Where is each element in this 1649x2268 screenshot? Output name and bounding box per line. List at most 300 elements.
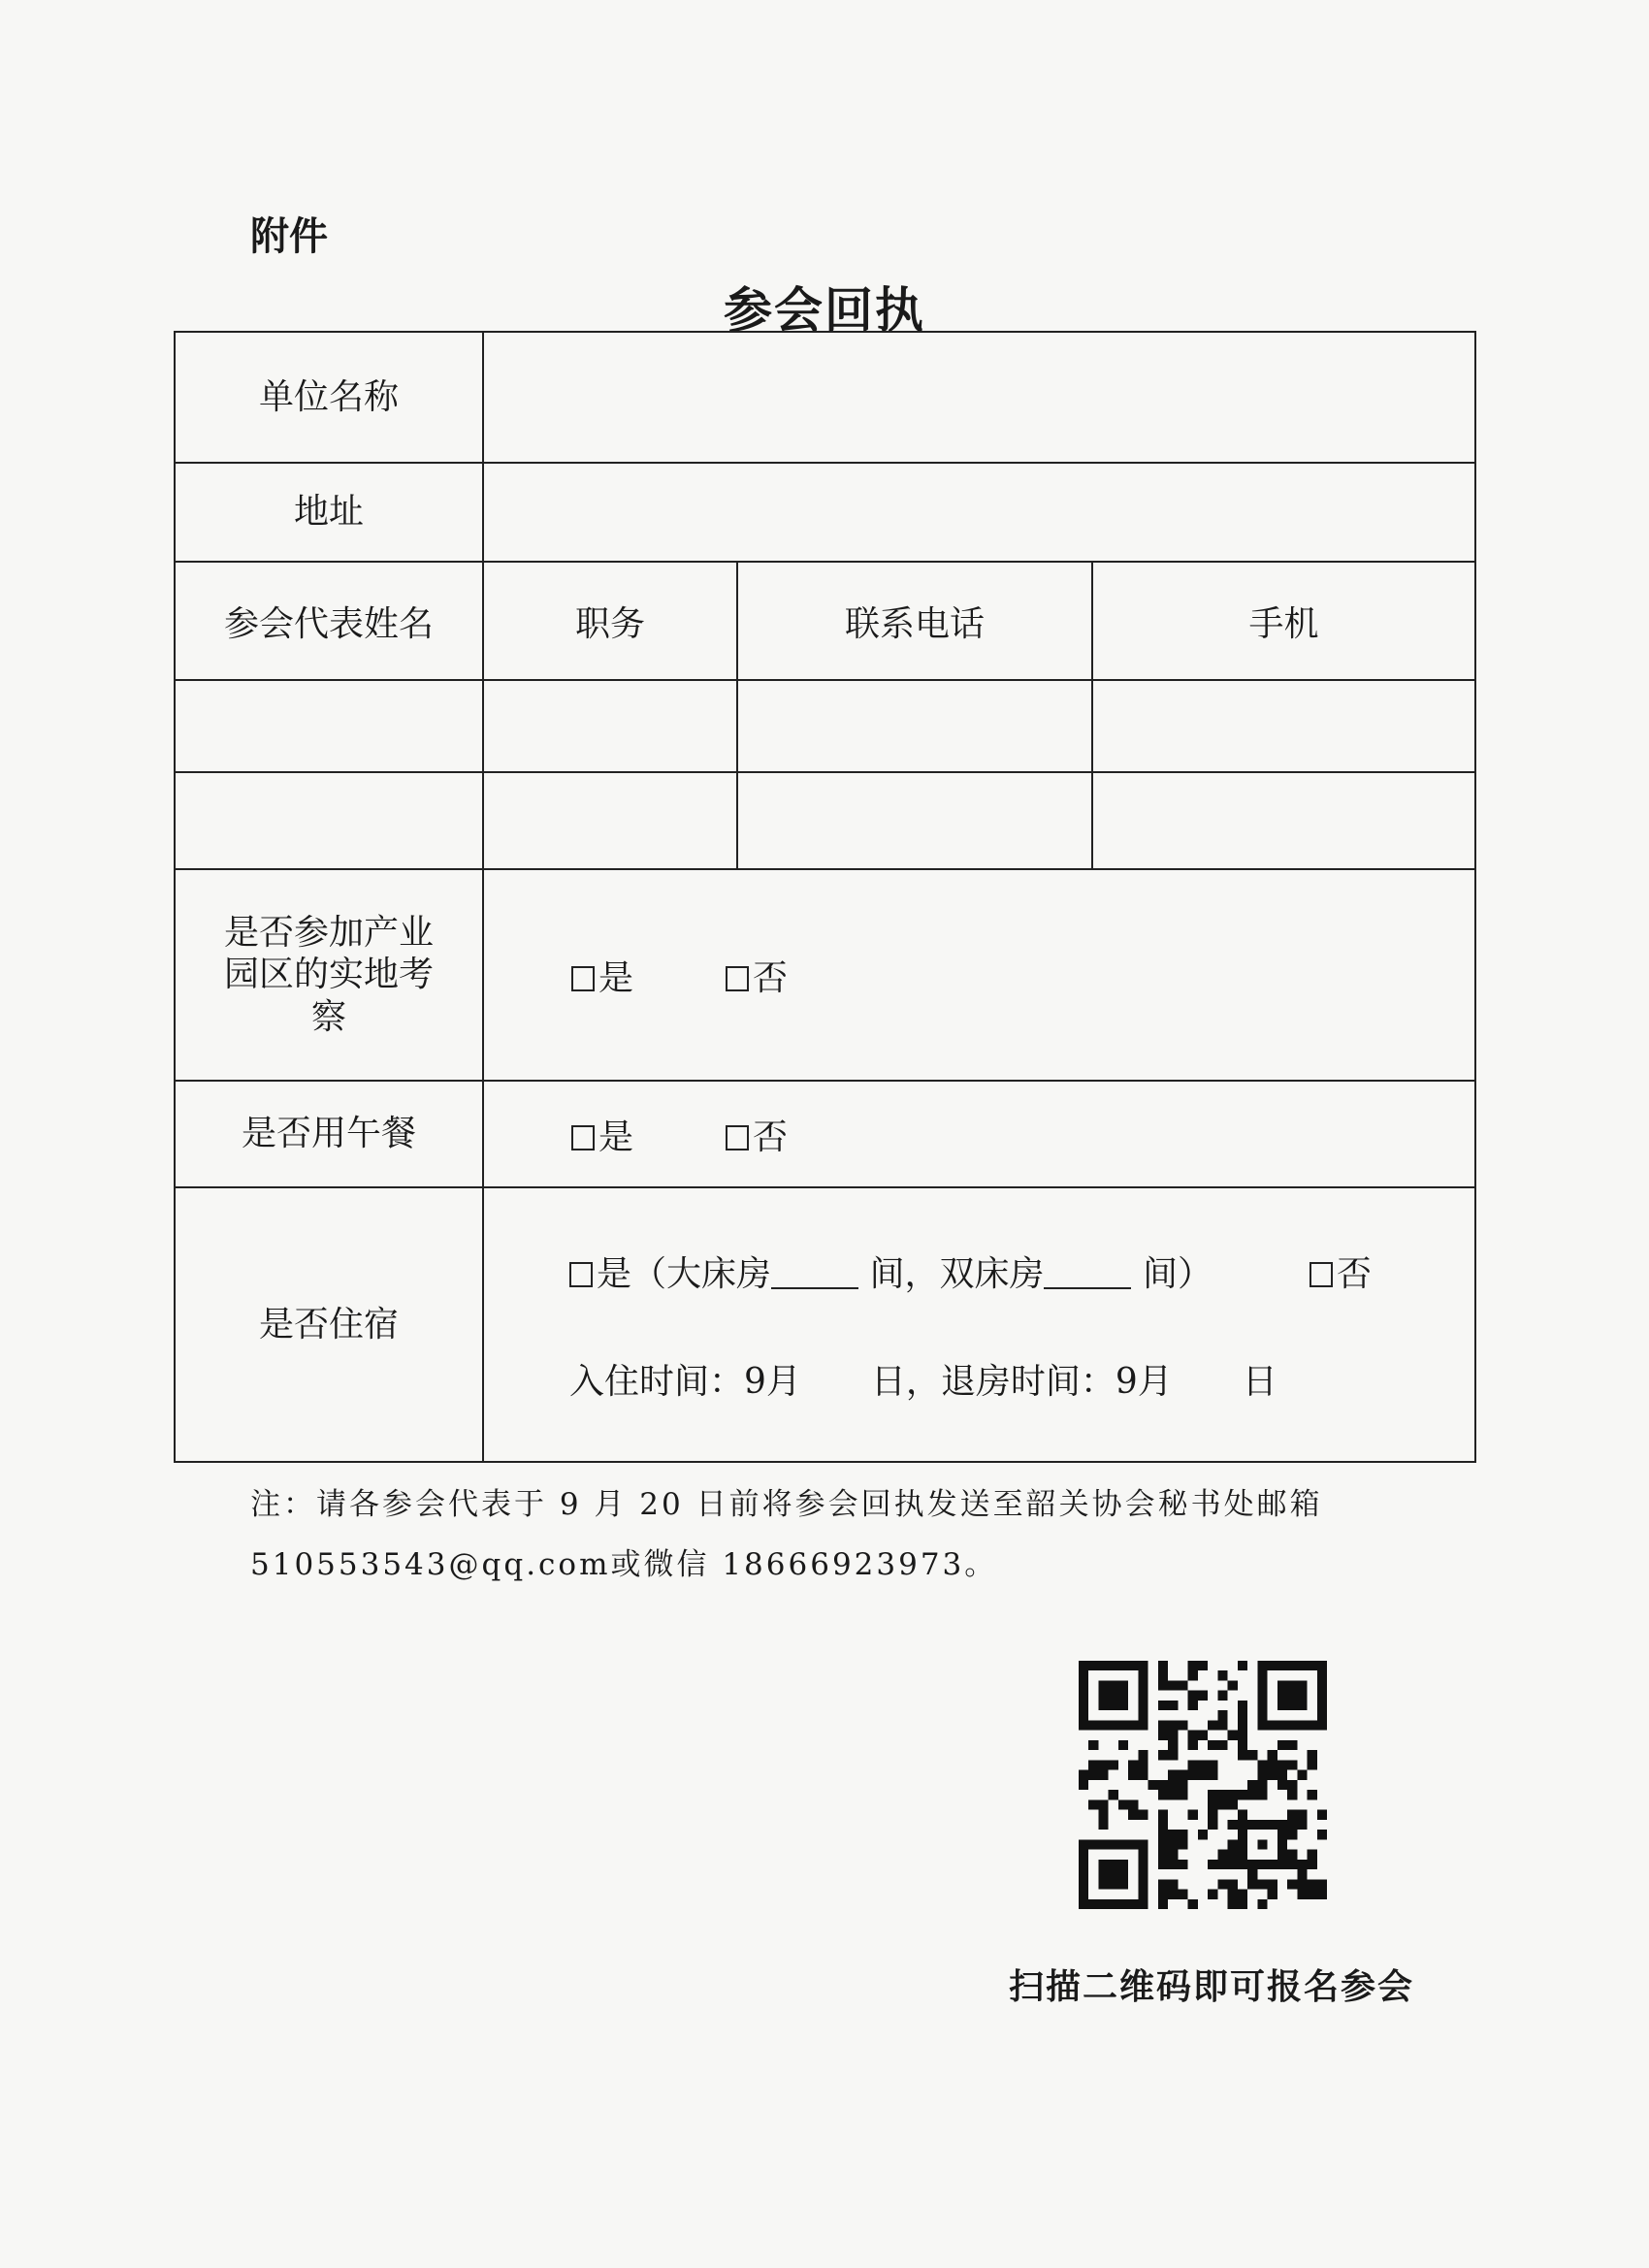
qr-module (1098, 1770, 1108, 1780)
qr-module (1287, 1780, 1297, 1790)
qr-module (1098, 1760, 1108, 1769)
qr-module (1138, 1850, 1148, 1860)
qr-module (1277, 1680, 1287, 1690)
qr-module (1308, 1661, 1317, 1670)
qr-module (1098, 1810, 1108, 1820)
qr-module (1098, 1701, 1108, 1710)
position-cell[interactable] (483, 680, 737, 772)
qr-module (1208, 1770, 1217, 1780)
qr-module (1238, 1731, 1247, 1740)
qr-module (1217, 1720, 1227, 1730)
qr-module (1178, 1780, 1187, 1790)
site-visit-label (175, 869, 483, 1081)
qr-module (1228, 1860, 1238, 1869)
qr-module (1317, 1810, 1327, 1820)
qr-module (1118, 1691, 1128, 1701)
qr-module (1088, 1720, 1098, 1730)
qr-module (1217, 1860, 1227, 1869)
qr-module (1079, 1770, 1088, 1780)
qr-module (1098, 1720, 1108, 1730)
qr-module (1208, 1890, 1217, 1899)
qr-module (1247, 1820, 1257, 1830)
qr-module (1317, 1720, 1327, 1730)
qr-module (1238, 1860, 1247, 1869)
qr-module (1109, 1869, 1118, 1879)
qr-module (1297, 1879, 1307, 1889)
qr-module (1158, 1720, 1168, 1730)
qr-module (1188, 1691, 1198, 1701)
qr-module (1268, 1750, 1277, 1760)
qr-module (1208, 1810, 1217, 1820)
qr-module (1098, 1899, 1108, 1909)
table-row (175, 772, 1475, 869)
qr-module (1138, 1879, 1148, 1889)
qr-module (1158, 1680, 1168, 1690)
qr-module (1297, 1720, 1307, 1730)
qr-module (1247, 1879, 1257, 1889)
qr-module (1238, 1720, 1247, 1730)
qr-module (1287, 1850, 1297, 1860)
qr-module (1317, 1691, 1327, 1701)
qr-module (1138, 1691, 1148, 1701)
qr-module (1238, 1850, 1247, 1860)
qr-module (1079, 1710, 1088, 1720)
qr-module (1088, 1839, 1098, 1849)
qr-module (1138, 1899, 1148, 1909)
qr-module (1208, 1860, 1217, 1869)
qr-module (1208, 1790, 1217, 1799)
qr-module (1098, 1860, 1108, 1869)
qr-module (1238, 1899, 1247, 1909)
qr-module (1158, 1810, 1168, 1820)
qr-module (1268, 1770, 1277, 1780)
qr-module (1287, 1879, 1297, 1889)
qr-module (1079, 1720, 1088, 1730)
qr-module (1128, 1899, 1138, 1909)
stay-suffix-text: 间） (1142, 1253, 1212, 1294)
qr-module (1158, 1780, 1168, 1790)
qr-module (1168, 1750, 1178, 1760)
stay-mid-text: 间，双床房 (869, 1253, 1045, 1294)
qr-module (1208, 1820, 1217, 1830)
qr-module (1287, 1760, 1297, 1769)
qr-module (1138, 1661, 1148, 1670)
qr-module (1308, 1790, 1317, 1799)
qr-module (1247, 1869, 1257, 1879)
qr-module (1138, 1890, 1148, 1899)
qr-module (1198, 1770, 1208, 1780)
qr-module (1168, 1680, 1178, 1690)
qr-module (1168, 1701, 1178, 1710)
qr-module (1228, 1879, 1238, 1889)
qr-module (1277, 1661, 1287, 1670)
qr-module (1138, 1750, 1148, 1760)
qr-module (1128, 1720, 1138, 1730)
org-name-label: 单位名称 (175, 332, 483, 463)
representative-name-cell[interactable] (175, 680, 483, 772)
org-name-field[interactable] (483, 332, 1475, 463)
yes-label: 是 (598, 957, 634, 998)
qr-module (1268, 1760, 1277, 1769)
lunch-options (483, 1081, 1475, 1187)
qr-module (1168, 1850, 1178, 1860)
qr-module (1138, 1839, 1148, 1849)
qr-module (1287, 1820, 1297, 1830)
qr-module (1268, 1661, 1277, 1670)
qr-module (1277, 1701, 1287, 1710)
qr-module (1217, 1790, 1227, 1799)
qr-module (1277, 1770, 1287, 1780)
qr-code-icon (1079, 1661, 1327, 1909)
qr-module (1158, 1670, 1168, 1680)
site-visit-options (483, 869, 1475, 1081)
phone-cell[interactable] (737, 680, 1092, 772)
qr-module (1257, 1720, 1267, 1730)
checkbox-icon[interactable] (726, 966, 749, 991)
qr-module (1247, 1860, 1257, 1869)
qr-module (1158, 1860, 1168, 1869)
qr-module (1098, 1799, 1108, 1809)
checkbox-icon[interactable] (571, 966, 595, 991)
qr-module (1158, 1830, 1168, 1839)
checkbox-icon[interactable] (726, 1125, 749, 1150)
qr-module (1158, 1750, 1168, 1760)
qr-module (1257, 1760, 1267, 1769)
qr-module (1188, 1740, 1198, 1750)
stay-room-line (484, 1247, 1474, 1296)
qr-module (1098, 1661, 1108, 1670)
qr-module (1277, 1850, 1287, 1860)
qr-module (1257, 1790, 1267, 1799)
qr-module (1297, 1860, 1307, 1869)
qr-module (1168, 1839, 1178, 1849)
site-visit-no-option[interactable] (726, 951, 788, 1000)
qr-module (1238, 1790, 1247, 1799)
qr-module (1198, 1760, 1208, 1769)
submission-note (250, 1474, 1414, 1595)
qr-module (1277, 1720, 1287, 1730)
qr-module (1217, 1799, 1227, 1809)
qr-module (1287, 1661, 1297, 1670)
qr-module (1158, 1850, 1168, 1860)
qr-module (1297, 1680, 1307, 1690)
qr-module (1287, 1680, 1297, 1690)
lunch-yes-option[interactable] (571, 1110, 633, 1159)
qr-module (1317, 1890, 1327, 1899)
qr-module (1308, 1879, 1317, 1889)
qr-module (1277, 1839, 1287, 1849)
qr-module (1188, 1810, 1198, 1820)
qr-module (1178, 1790, 1187, 1799)
qr-module (1168, 1830, 1178, 1839)
qr-module (1079, 1869, 1088, 1879)
note-line-2: 510553543@qq.com或微信 18666923973。 (250, 1547, 998, 1582)
qr-module (1079, 1839, 1088, 1849)
position-cell[interactable] (483, 772, 737, 869)
table-row (175, 680, 1475, 772)
qr-module (1088, 1760, 1098, 1769)
qr-module (1238, 1661, 1247, 1670)
king-room-count-blank[interactable] (771, 1258, 858, 1289)
qr-module (1297, 1869, 1307, 1879)
qr-module (1178, 1720, 1187, 1730)
qr-module (1138, 1710, 1148, 1720)
qr-module (1277, 1820, 1287, 1830)
qr-module (1109, 1899, 1118, 1909)
qr-module (1257, 1670, 1267, 1680)
qr-module (1257, 1710, 1267, 1720)
qr-module (1228, 1790, 1238, 1799)
qr-module (1297, 1770, 1307, 1780)
qr-module (1228, 1839, 1238, 1849)
qr-module (1178, 1830, 1187, 1839)
checkbox-icon[interactable] (571, 1125, 595, 1150)
qr-module (1188, 1701, 1198, 1710)
qr-module (1287, 1860, 1297, 1869)
qr-module (1188, 1899, 1198, 1909)
qr-module (1217, 1691, 1227, 1701)
mobile-cell[interactable] (1092, 772, 1475, 869)
qr-module (1118, 1899, 1128, 1909)
qr-module (1198, 1661, 1208, 1670)
qr-module (1079, 1680, 1088, 1690)
qr-module (1297, 1691, 1307, 1701)
qr-module (1079, 1899, 1088, 1909)
qr-module (1228, 1731, 1238, 1740)
qr-module (1109, 1661, 1118, 1670)
qr-module (1297, 1661, 1307, 1670)
qr-module (1238, 1839, 1247, 1849)
no-label: 否 (1336, 1253, 1372, 1294)
qr-module (1168, 1780, 1178, 1790)
qr-module (1257, 1701, 1267, 1710)
qr-module (1297, 1890, 1307, 1899)
qr-module (1287, 1830, 1297, 1839)
site-visit-yes-option[interactable] (571, 951, 633, 1000)
qr-module (1268, 1820, 1277, 1830)
qr-module (1098, 1869, 1108, 1879)
qr-module (1128, 1661, 1138, 1670)
phone-cell[interactable] (737, 772, 1092, 869)
qr-module (1317, 1670, 1327, 1680)
qr-module (1268, 1879, 1277, 1889)
qr-module (1188, 1731, 1198, 1740)
qr-module (1158, 1701, 1168, 1710)
qr-module (1118, 1740, 1128, 1750)
note-line-1: 注：请各参会代表于 9 月 20 日前将参会回执发送至韶关协会秘书处邮箱 (250, 1487, 1323, 1522)
qr-module (1308, 1850, 1317, 1860)
qr-module (1308, 1750, 1317, 1760)
qr-module (1118, 1839, 1128, 1849)
qr-module (1238, 1890, 1247, 1899)
qr-module (1079, 1879, 1088, 1889)
qr-module (1257, 1770, 1267, 1780)
qr-module (1118, 1701, 1128, 1710)
mobile-cell[interactable] (1092, 680, 1475, 772)
qr-module (1118, 1661, 1128, 1670)
qr-module (1238, 1810, 1247, 1820)
qr-module (1079, 1860, 1088, 1869)
qr-module (1228, 1850, 1238, 1860)
qr-module (1098, 1839, 1108, 1849)
lunch-label: 是否用午餐 (175, 1081, 483, 1187)
qr-module (1118, 1869, 1128, 1879)
qr-module (1268, 1860, 1277, 1869)
qr-module (1217, 1710, 1227, 1720)
site-visit-label-text: 是否参加产业园区的实地考察 (223, 913, 434, 1037)
qr-module (1228, 1899, 1238, 1909)
qr-module (1148, 1780, 1158, 1790)
qr-module (1079, 1701, 1088, 1710)
qr-module (1138, 1810, 1148, 1820)
address-field[interactable] (483, 463, 1475, 562)
qr-module (1277, 1760, 1287, 1769)
checkbox-icon[interactable] (569, 1262, 593, 1287)
qr-module (1079, 1670, 1088, 1680)
header-position: 职务 (483, 562, 737, 680)
checkbox-icon[interactable] (1310, 1262, 1333, 1287)
qr-module (1317, 1830, 1327, 1839)
stay-yes-prefix: 是（大床房 (597, 1253, 772, 1294)
qr-module (1109, 1691, 1118, 1701)
qr-module (1317, 1661, 1327, 1670)
qr-module (1287, 1790, 1297, 1799)
qr-module (1109, 1879, 1118, 1889)
qr-module (1168, 1790, 1178, 1799)
qr-module (1228, 1890, 1238, 1899)
qr-module (1118, 1680, 1128, 1690)
qr-module (1098, 1680, 1108, 1690)
qr-module (1098, 1691, 1108, 1701)
qr-module (1158, 1731, 1168, 1740)
qr-module (1178, 1680, 1187, 1690)
qr-module (1287, 1701, 1297, 1710)
header-representative-name: 参会代表姓名 (175, 562, 483, 680)
qr-module (1257, 1820, 1267, 1830)
stay-label: 是否住宿 (175, 1187, 483, 1462)
qr-module (1238, 1710, 1247, 1720)
qr-module (1297, 1820, 1307, 1830)
qr-module (1317, 1701, 1327, 1710)
qr-module (1138, 1860, 1148, 1869)
qr-module (1109, 1790, 1118, 1799)
qr-module (1158, 1879, 1168, 1889)
qr-module (1257, 1780, 1267, 1790)
qr-module (1228, 1799, 1238, 1809)
qr-caption: 扫描二维码即可报名参会 (1009, 1967, 1415, 2007)
stay-no-option[interactable] (1310, 1247, 1372, 1296)
twin-room-count-blank[interactable] (1044, 1258, 1131, 1289)
qr-module (1238, 1820, 1247, 1830)
qr-module (1228, 1820, 1238, 1830)
qr-module (1168, 1720, 1178, 1730)
qr-module (1238, 1701, 1247, 1710)
qr-module (1208, 1799, 1217, 1809)
qr-module (1308, 1720, 1317, 1730)
qr-module (1138, 1760, 1148, 1769)
qr-module (1178, 1890, 1187, 1899)
lunch-no-option[interactable] (726, 1110, 788, 1159)
qr-module (1079, 1850, 1088, 1860)
qr-module (1109, 1720, 1118, 1730)
registration-qr-code[interactable] (1079, 1661, 1327, 1909)
qr-module (1109, 1839, 1118, 1849)
no-label: 否 (753, 1117, 789, 1157)
qr-module (1247, 1780, 1257, 1790)
qr-module (1138, 1770, 1148, 1780)
qr-module (1217, 1879, 1227, 1889)
registration-form-table (174, 331, 1476, 1463)
qr-module (1198, 1830, 1208, 1839)
qr-module (1257, 1691, 1267, 1701)
qr-module (1098, 1820, 1108, 1830)
qr-module (1079, 1780, 1088, 1790)
qr-module (1168, 1879, 1178, 1889)
qr-module (1247, 1750, 1257, 1760)
qr-module (1188, 1661, 1198, 1670)
qr-module (1257, 1661, 1267, 1670)
yes-label: 是 (598, 1117, 634, 1157)
qr-module (1128, 1770, 1138, 1780)
qr-module (1138, 1701, 1148, 1710)
qr-module (1158, 1790, 1168, 1799)
qr-module (1317, 1710, 1327, 1720)
qr-module (1277, 1830, 1287, 1839)
qr-module (1088, 1740, 1098, 1750)
qr-module (1088, 1770, 1098, 1780)
qr-module (1168, 1770, 1178, 1780)
qr-module (1287, 1720, 1297, 1730)
no-label: 否 (753, 957, 789, 998)
qr-module (1118, 1799, 1128, 1809)
qr-module (1257, 1860, 1267, 1869)
qr-module (1158, 1820, 1168, 1830)
attachment-label: 附件 (250, 214, 328, 259)
qr-module (1217, 1740, 1227, 1750)
qr-module (1128, 1839, 1138, 1849)
qr-module (1287, 1810, 1297, 1820)
qr-module (1238, 1740, 1247, 1750)
qr-module (1277, 1691, 1287, 1701)
qr-module (1317, 1680, 1327, 1690)
qr-module (1317, 1879, 1327, 1889)
qr-module (1188, 1760, 1198, 1769)
qr-module (1208, 1720, 1217, 1730)
qr-module (1268, 1720, 1277, 1730)
qr-module (1118, 1879, 1128, 1889)
qr-module (1208, 1760, 1217, 1769)
qr-module (1257, 1680, 1267, 1690)
qr-module (1188, 1670, 1198, 1680)
qr-module (1128, 1799, 1138, 1809)
qr-module (1168, 1731, 1178, 1740)
qr-module (1109, 1860, 1118, 1869)
qr-module (1109, 1680, 1118, 1690)
qr-module (1109, 1701, 1118, 1710)
qr-module (1257, 1879, 1267, 1889)
representative-name-cell[interactable] (175, 772, 483, 869)
qr-module (1217, 1850, 1227, 1860)
qr-module (1198, 1731, 1208, 1740)
qr-module (1158, 1839, 1168, 1849)
qr-module (1217, 1670, 1227, 1680)
qr-module (1277, 1740, 1287, 1750)
qr-module (1158, 1890, 1168, 1899)
qr-module (1118, 1860, 1128, 1869)
qr-module (1079, 1890, 1088, 1899)
qr-module (1178, 1770, 1187, 1780)
qr-module (1098, 1879, 1108, 1889)
